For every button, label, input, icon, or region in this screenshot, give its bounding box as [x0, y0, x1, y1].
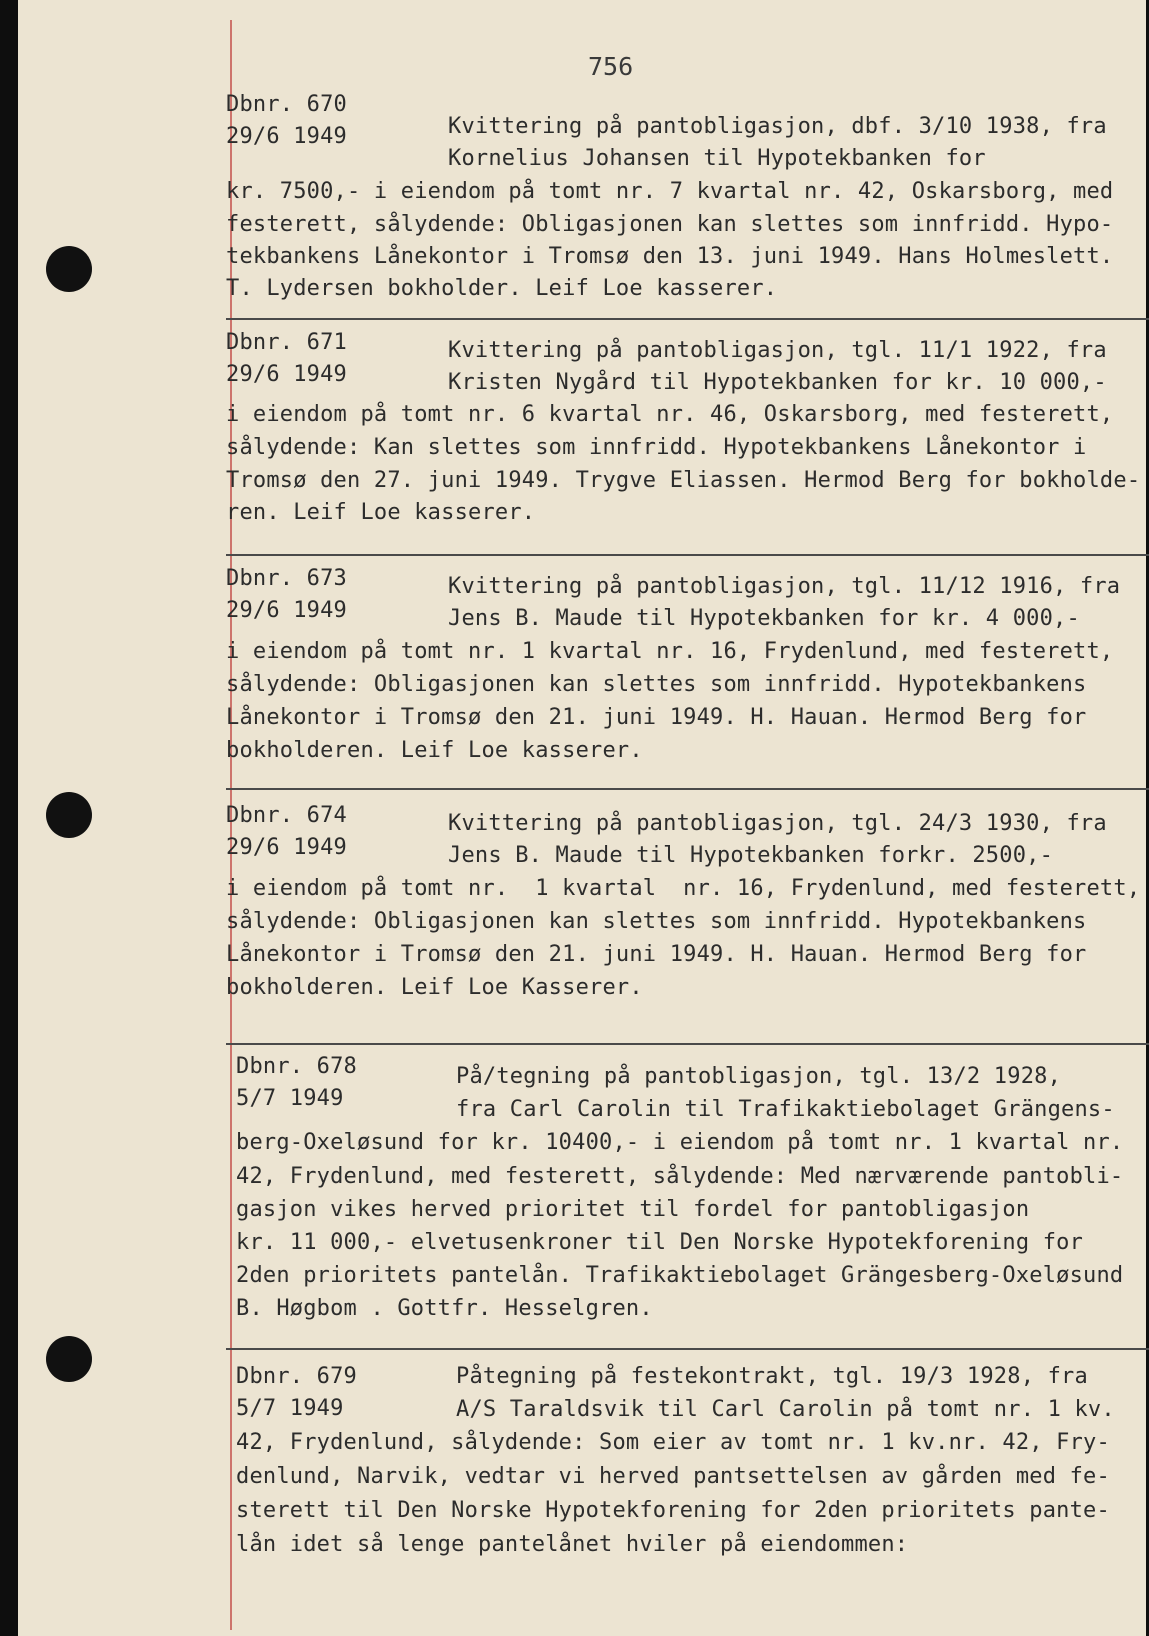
- entry-line: Kvittering på pantobligasjon, tgl. 11/1 1922, fra: [448, 338, 1107, 363]
- punch-hole: [46, 246, 92, 292]
- entry-line: Kvittering på pantobligasjon, tgl. 11/12 1916, fra: [448, 574, 1121, 599]
- entry-separator: [226, 554, 1149, 556]
- entry-line: B. Høgbom . Gottfr. Hesselgren.: [236, 1296, 653, 1321]
- entry-line: Kornelius Johansen til Hypotekbanken for: [448, 146, 986, 171]
- page-number: 756: [588, 52, 634, 81]
- entry-line: Lånekontor i Tromsø den 21. juni 1949. H. Hauan. Hermod Berg for: [226, 705, 1087, 730]
- entry-separator: [226, 1348, 1149, 1350]
- entry-separator: [226, 318, 1149, 320]
- entry-date: 29/6 1949: [226, 598, 348, 623]
- entry-line: T. Lydersen bokholder. Leif Loe kasserer.: [226, 276, 778, 301]
- entry-line: Jens B. Maude til Hypotekbanken for kr. 4 000,-: [448, 606, 1080, 631]
- entry-line: denlund, Narvik, vedtar vi herved pantsettelsen av gården med fe-: [236, 1464, 1110, 1489]
- entry-line: Kvittering på pantobligasjon, dbf. 3/10 1938, fra: [448, 114, 1107, 139]
- entry-line: 42, Frydenlund, med festerett, sålydende: Med nærværende pantobli-: [236, 1164, 1124, 1189]
- entry-line: lån idet så lenge pantelånet hviler på eiendommen:: [236, 1532, 909, 1557]
- entry-dbnr: Dbnr. 674: [226, 803, 348, 828]
- entry-date: 5/7 1949: [236, 1086, 344, 1111]
- entry-line: sterett til Den Norske Hypotekforening for 2den prioritets pante-: [236, 1498, 1110, 1523]
- entry-line: i eiendom på tomt nr. 1 kvartal nr. 16, Frydenlund, med festerett,: [226, 876, 1141, 901]
- entry-line: Kvittering på pantobligasjon, tgl. 24/3 1930, fra: [448, 811, 1107, 836]
- entry-line: På/tegning på pantobligasjon, tgl. 13/2 1928,: [456, 1064, 1062, 1089]
- entry-date: 5/7 1949: [236, 1396, 344, 1421]
- entry-line: 2den prioritets pantelån. Trafikaktiebolaget Grängesberg-Oxeløsund: [236, 1263, 1124, 1288]
- entry-date: 29/6 1949: [226, 835, 348, 860]
- entry-line: berg-Oxeløsund for kr. 10400,- i eiendom på tomt nr. 1 kvartal nr.: [236, 1130, 1124, 1155]
- entry-line: Jens B. Maude til Hypotekbanken forkr. 2500,-: [448, 843, 1054, 868]
- entry-line: sålydende: Obligasjonen kan slettes som innfridd. Hypotekbankens: [226, 909, 1087, 934]
- entry-dbnr: Dbnr. 670: [226, 92, 348, 117]
- entry-dbnr: Dbnr. 671: [226, 330, 348, 355]
- entry-line: ren. Leif Loe kasserer.: [226, 500, 536, 525]
- punch-hole: [46, 792, 92, 838]
- entry-line: 42, Frydenlund, sålydende: Som eier av tomt nr. 1 kv.nr. 42, Fry-: [236, 1430, 1110, 1455]
- entry-line: sålydende: Obligasjonen kan slettes som innfridd. Hypotekbankens: [226, 672, 1087, 697]
- entry-date: 29/6 1949: [226, 362, 348, 387]
- entry-line: bokholderen. Leif Loe kasserer.: [226, 738, 643, 763]
- entry-dbnr: Dbnr. 679: [236, 1364, 358, 1389]
- entry-line: kr. 7500,- i eiendom på tomt nr. 7 kvartal nr. 42, Oskarsborg, med: [226, 179, 1114, 204]
- entry-line: gasjon vikes herved prioritet til fordel for pantobligasjon: [236, 1197, 1030, 1222]
- entry-separator: [226, 1043, 1149, 1045]
- entry-date: 29/6 1949: [226, 124, 348, 149]
- entry-line: A/S Taraldsvik til Carl Carolin på tomt nr. 1 kv.: [456, 1397, 1115, 1422]
- entry-line: Påtegning på festekontrakt, tgl. 19/3 1928, fra: [456, 1364, 1088, 1389]
- entry-line: bokholderen. Leif Loe Kasserer.: [226, 975, 643, 1000]
- entry-line: i eiendom på tomt nr. 1 kvartal nr. 16, Frydenlund, med festerett,: [226, 639, 1114, 664]
- entry-dbnr: Dbnr. 678: [236, 1054, 358, 1079]
- entry-line: Kristen Nygård til Hypotekbanken for kr. 10 000,-: [448, 370, 1107, 395]
- entry-line: sålydende: Kan slettes som innfridd. Hypotekbankens Lånekontor i: [226, 435, 1087, 460]
- ledger-page: [18, 0, 1146, 1636]
- entry-line: Tromsø den 27. juni 1949. Trygve Eliassen. Hermod Berg for bokholde-: [226, 468, 1141, 493]
- entry-line: i eiendom på tomt nr. 6 kvartal nr. 46, Oskarsborg, med festerett,: [226, 402, 1114, 427]
- entry-line: kr. 11 000,- elvetusenkroner til Den Norske Hypotekforening for: [236, 1230, 1084, 1255]
- entry-separator: [226, 788, 1149, 790]
- entry-dbnr: Dbnr. 673: [226, 566, 348, 591]
- entry-line: Lånekontor i Tromsø den 21. juni 1949. H. Hauan. Hermod Berg for: [226, 942, 1087, 967]
- entry-line: festerett, sålydende: Obligasjonen kan slettes som innfridd. Hypo-: [226, 212, 1114, 237]
- entry-line: tekbankens Lånekontor i Tromsø den 13. juni 1949. Hans Holmeslett.: [226, 244, 1114, 269]
- punch-hole: [46, 1336, 92, 1382]
- entry-line: fra Carl Carolin til Trafikaktiebolaget Grängens-: [456, 1097, 1115, 1122]
